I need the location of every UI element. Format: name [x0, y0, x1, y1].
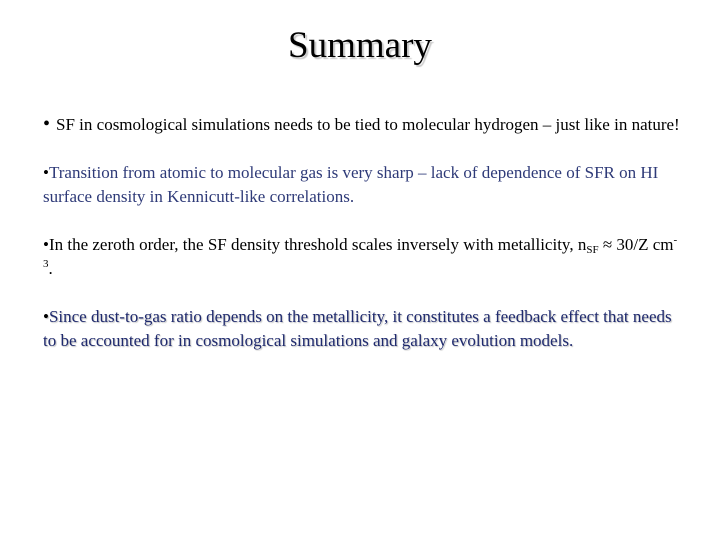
bullet-item: [43, 305, 683, 353]
bullet-marker: •: [43, 235, 49, 254]
formula-superscript: -3: [43, 234, 678, 270]
formula-end: .: [48, 259, 53, 278]
slide-title: Summary: [288, 25, 432, 66]
bullet-list: [43, 112, 683, 353]
bullet-item: [43, 233, 683, 281]
bullet-text: In the zeroth order, the SF density threshold scales inversely with metallicity,: [48, 235, 578, 254]
formula-subscript: SF: [586, 244, 599, 256]
bullet-marker: •: [43, 307, 49, 326]
bullet-text: SF in cosmological simulations needs to be tied to molecular hydrogen – just like in nature!: [56, 115, 680, 134]
formula-middle: ≈ 30/Z cm: [598, 235, 674, 254]
bullet-item: [43, 112, 683, 137]
bullet-marker: •: [43, 163, 49, 182]
bullet-item: [43, 161, 683, 209]
bullet-text: Transition from atomic to molecular gas is very sharp – lack of dependence of SFR on HI surface density in Kennicutt-like correlations.: [43, 163, 659, 206]
formula-base: n: [577, 235, 587, 254]
bullet-marker: •: [43, 113, 51, 135]
bullet-text: Since dust-to-gas ratio depends on the metallicity, it constitutes a feedback effect that needs to be accounted for in cosmological simulations and galaxy evolution models.: [43, 307, 672, 350]
